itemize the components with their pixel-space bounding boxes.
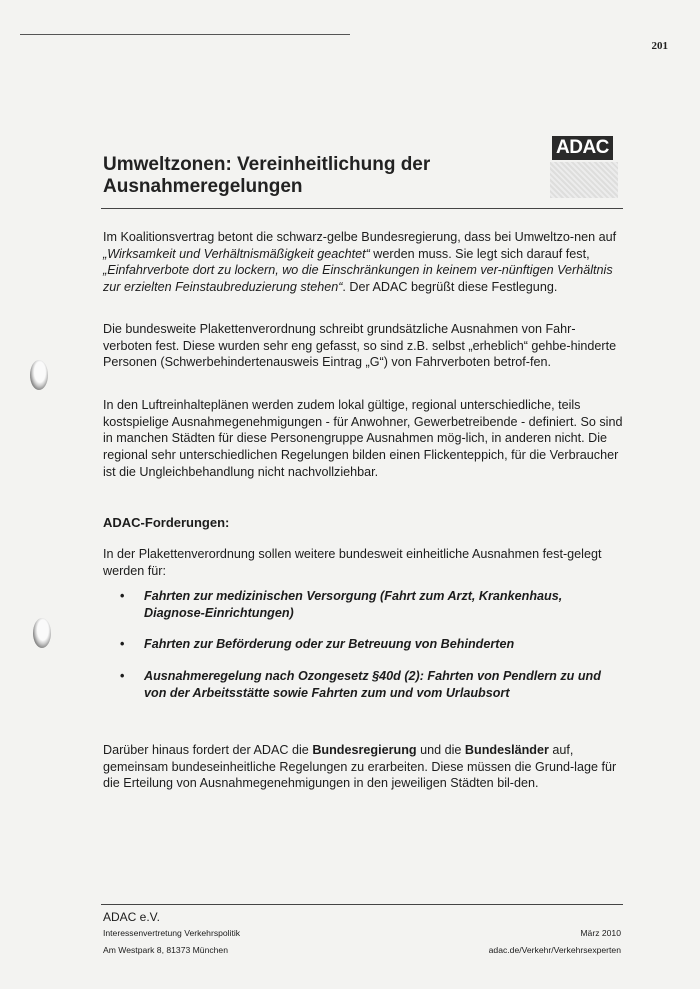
p1-text-e: . Der ADAC begrüßt diese Festlegung. xyxy=(342,280,558,295)
demands-list xyxy=(120,588,625,717)
punch-hole-mark xyxy=(33,618,51,648)
list-item xyxy=(120,588,625,621)
list-item-text: Fahrten zur medizinischen Versorgung (Fahrt zum Arzt, Krankenhaus, Diagnose-Einrichtungen) xyxy=(144,589,563,620)
section-heading-forderungen: ADAC-Forderungen: xyxy=(103,515,230,530)
adac-logo-text: ADAC xyxy=(552,136,613,160)
paragraph-ausnahmen-intro: In der Plakettenverordnung sollen weitere bundesweit einheitliche Ausnahmen fest-gelegt werden für: xyxy=(103,547,602,578)
list-item xyxy=(120,668,625,701)
p5-text-e: auf, gemeinsam bundeseinheitliche Regelungen zu erarbeiten. Diese müssen die Grund-lage für die Erteilung von Ausnahmegenehmigungen in den jeweiligen Städten bil-den. xyxy=(103,743,617,791)
bullet-icon: • xyxy=(120,589,125,603)
title-rule xyxy=(101,208,623,209)
paragraph-closing xyxy=(103,742,623,792)
footer-address: Am Westpark 8, 81373 München xyxy=(103,945,228,955)
adac-logo xyxy=(548,136,622,202)
paragraph-plakettenverordnung: Die bundesweite Plakettenverordnung schreibt grundsätzliche Ausnahmen von Fahr-verboten fest. Diese wurden sehr eng gefasst, so sind z.B. selbst „erheblich“ gehbe-hinderte Personen (Schwerbehindertenausweis Eintrag „G“) von Fahrverboten betrof-fen. xyxy=(103,322,617,370)
list-item-text: Ausnahmeregelung nach Ozongesetz §40d (2): Fahrten von Pendlern zu und von der Arbeitsstätte sowie Fahrten zum und vom Urlaubsort xyxy=(144,669,601,700)
list-item xyxy=(120,636,625,653)
footer-rule xyxy=(101,904,623,905)
footer-date: März 2010 xyxy=(580,928,621,938)
p5-text-a: Darüber hinaus fordert der ADAC die xyxy=(103,743,313,757)
bullet-icon: • xyxy=(120,637,125,652)
paragraph-coalition xyxy=(103,229,623,296)
page-title xyxy=(103,154,543,198)
footer-department: Interessenvertretung Verkehrspolitik xyxy=(103,928,241,938)
p5-text-c: und die xyxy=(416,743,465,757)
p1-text-a: Im Koalitionsvertrag betont die schwarz-gelbe Bundesregierung, dass bei Umweltzo-nen auf xyxy=(103,230,617,244)
logo-scan-noise xyxy=(550,162,618,198)
title-line-2: Ausnahmeregelungen xyxy=(103,176,303,197)
page-number: 201 xyxy=(651,40,668,52)
p1-text-c: werden muss. Sie legt sich darauf fest, xyxy=(369,246,590,261)
p5-bold-bundesregierung: Bundesregierung xyxy=(312,743,417,757)
punch-hole-mark xyxy=(30,360,48,390)
footer-organization: ADAC e.V. xyxy=(103,910,160,924)
footer-url: adac.de/Verkehr/Verkehrsexperten xyxy=(488,945,621,955)
bullet-icon: • xyxy=(120,669,125,684)
title-line-1: Umweltzonen: Vereinheitlichung der xyxy=(103,154,431,175)
p5-bold-bundeslaender: Bundesländer xyxy=(464,743,549,757)
paragraph-luftreinhalteplaene: In den Luftreinhalteplänen werden zudem lokal gültige, regional unterschiedliche, teils kostspielige Ausnahmegenehmigungen - für Anwohner, Gewerbetreibende - definiert. So sind in manchen Städten für diese Personengruppe Ausnahmen mög-lich, in anderen nicht. Die regional sehr unterschiedlichen Regelungen bilden einen Flickenteppich, für die Verbraucher ist die Ungleichbehandlung nicht nachvollziehbar. xyxy=(103,398,623,479)
p1-quote-1: „Wirksamkeit und Verhältnismäßigkeit geachtet“ xyxy=(103,246,370,261)
list-item-text: Fahrten zur Beförderung oder zur Betreuung von Behinderten xyxy=(144,637,515,652)
p1-quote-2: „Einfahrverbote dort zu lockern, wo die Einschränkungen in keinem ver-nünftigen Verhältnis zur erzielten Feinstaubreduzierung stehen“ xyxy=(103,263,613,295)
top-rule xyxy=(20,34,350,35)
